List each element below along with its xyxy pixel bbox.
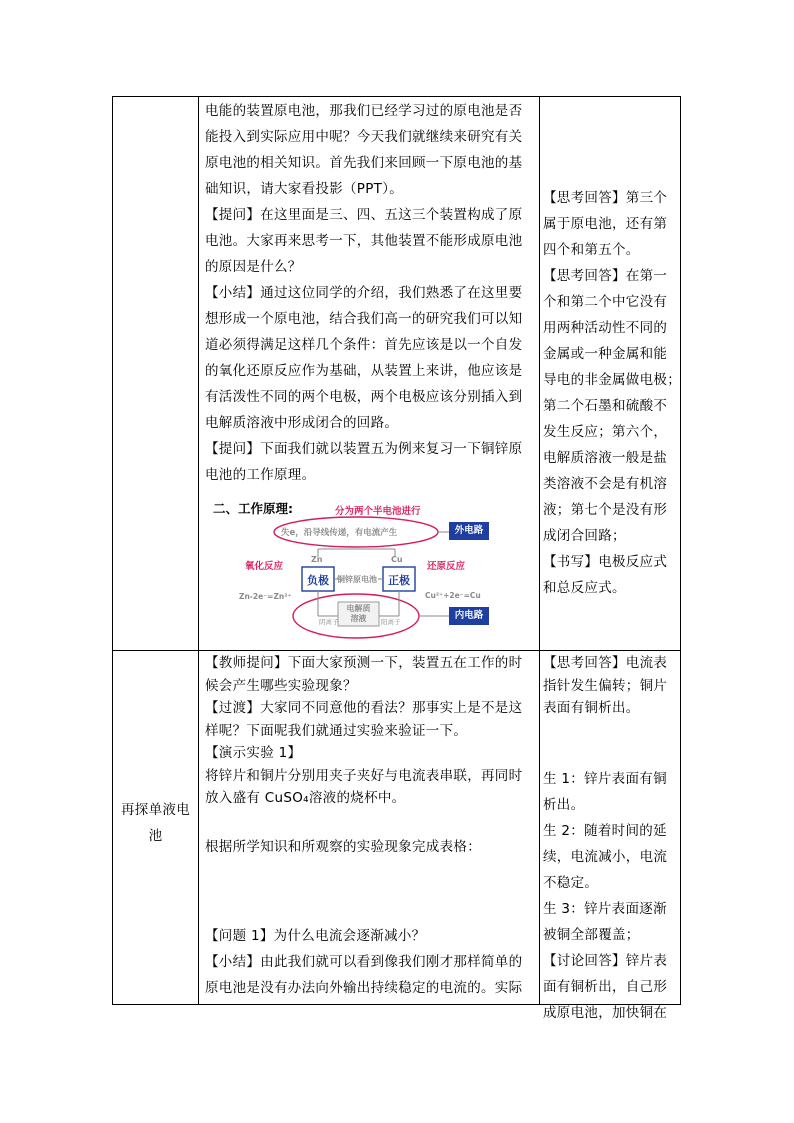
- teacher-text-line: 【教师提问】下面大家预测一下，装置五在工作的时: [205, 655, 523, 671]
- student-text-line: 生 1：锌片表面有铜: [543, 771, 667, 787]
- cu-label: Cu: [391, 555, 403, 564]
- teacher-text-line: 候会产生哪些实验现象？: [205, 677, 357, 694]
- table-instruction: 根据所学知识和所观察的实验现象完成表格：: [205, 839, 481, 855]
- student-text-line: 个和第二个中它没有: [543, 294, 668, 310]
- student-text-line: 析出。: [543, 797, 585, 813]
- row2-stage-label-line: 再探单液电: [121, 802, 190, 818]
- teacher-text-line: 础知识，请大家看投影（PPT）。: [205, 181, 404, 197]
- student-text-line: 成闭合回路；: [543, 528, 626, 544]
- row2-teacher-activity-a: [205, 652, 535, 810]
- oxidation-label: 氧化反应: [245, 561, 284, 572]
- zn-label: Zn: [311, 555, 323, 564]
- working-principle-diagram: [205, 495, 535, 645]
- top-label: 分为两个半电池进行: [335, 506, 421, 517]
- teacher-text-line: 【小结】由此我们就可以看到像我们刚才那样简单的: [205, 954, 523, 970]
- student-text-line: 用两种活动性不同的: [543, 320, 668, 336]
- student-text-line: 被铜全部覆盖；: [543, 927, 640, 943]
- teacher-text-line: 【演示实验 1】: [205, 745, 302, 761]
- teacher-text-line: 放入盛有 CuSO₄溶液的烧杯中。: [205, 790, 406, 806]
- column-divider-2: [539, 97, 540, 1004]
- teacher-text-line: 有活泼性不同的两个电极，两个电极应该分别插入到: [205, 389, 523, 405]
- negative-electrode-label: 负极: [307, 574, 329, 587]
- electrolyte-label-1: 电解质: [346, 604, 371, 613]
- student-text-line: 四个和第五个。: [543, 242, 640, 258]
- teacher-text-line: 【问题 1】为什么电流会逐渐减小？: [205, 928, 426, 944]
- left-ion-label: 阴离子: [319, 618, 339, 626]
- row2-teacher-activity-b: [205, 836, 535, 859]
- teacher-text-line: 电能的装置原电池，那我们已经学习过的原电池是否: [205, 103, 523, 119]
- row2-stage-label-line: 池: [148, 828, 163, 844]
- teacher-text-line: 的氧化还原反应作为基础，从装置上来讲，他应该是: [205, 363, 523, 379]
- student-text-line: 液；第七个是没有形: [543, 502, 668, 518]
- student-text-line: 和总反应式。: [543, 580, 626, 596]
- student-text-line: 【讨论回答】锌片表: [543, 953, 668, 969]
- teacher-text-line: 电池的工作原理。: [205, 467, 316, 483]
- diagram-heading: 二、工作原理:: [213, 501, 293, 516]
- row2-student-activity-a: [543, 652, 679, 720]
- teacher-text-line: 的原因是什么？: [205, 259, 302, 275]
- teacher-text-line: 电解质溶液中形成闭合的回路。: [205, 415, 399, 431]
- teacher-text-line: 【过渡】大家同不同意他的看法？那事实上是不是这: [205, 700, 523, 716]
- row2-stage-cell: [113, 797, 198, 849]
- teacher-text-line: 能投入到实际应用中呢？今天我们就继续来研究有关: [205, 129, 523, 145]
- ellipse-text: 失e，沿导线传递，有电流产生: [281, 528, 398, 538]
- student-text-line: 生 2：随着时间的延: [543, 823, 667, 839]
- student-text-line: 面有铜析出，自己形: [543, 979, 668, 995]
- student-text-line: 生 3：锌片表面逐渐: [543, 901, 667, 917]
- outer-circuit-tag: 外电路: [449, 522, 489, 540]
- teacher-text-line: 【提问】下面我们就以装置五为例来复习一下铜锌原: [205, 441, 523, 457]
- row1-stage-cell: [113, 97, 198, 650]
- student-text-line: 【思考回答】在第一: [543, 268, 668, 284]
- student-text-line: 【思考回答】电流表: [543, 655, 668, 671]
- teacher-text-line: 电池。大家再来思考一下，其他装置不能形成原电池: [205, 233, 523, 249]
- teacher-text-line: 想形成一个原电池，结合我们高一的研究我们可以知: [205, 311, 523, 327]
- teacher-text-line: 【提问】在这里面是三、四、五这三个装置构成了原: [205, 207, 523, 223]
- left-equation: Zn-2e⁻=Zn²⁺: [239, 592, 292, 601]
- teacher-text-line: 【小结】通过这位同学的介绍，我们熟悉了在这里要: [205, 285, 523, 301]
- teacher-text-line: 样呢？下面呢我们就通过实验来验证一下。: [205, 722, 468, 739]
- row-divider: [113, 650, 680, 651]
- row2-teacher-activity-c: [205, 923, 535, 1001]
- student-text-line: 成原电池，加快铜在: [543, 1005, 668, 1021]
- student-text-line: 指针发生偏转；铜片: [543, 677, 668, 694]
- student-text-line: 属于原电池，还有第: [543, 216, 668, 232]
- inner-circuit-tag: 内电路: [449, 607, 489, 625]
- student-text-line: 续，电流减小，电流: [543, 849, 668, 865]
- electrolyte-label-2: 溶液: [350, 614, 367, 623]
- student-text-line: 不稳定。: [543, 875, 599, 891]
- row1-teacher-activity: [205, 98, 535, 488]
- student-text-line: 【书写】电极反应式: [543, 554, 668, 570]
- right-equation: Cu²⁺+2e⁻=Cu: [425, 591, 481, 600]
- column-divider-1: [198, 97, 199, 1004]
- student-text-line: 表面有铜析出。: [543, 700, 640, 716]
- student-text-line: 电解质溶液一般是盐: [543, 450, 668, 466]
- center-label: 铜锌原电池: [337, 575, 377, 584]
- right-ion-label: 阳离子: [381, 618, 401, 626]
- student-text-line: 类溶液不会是有机溶: [543, 476, 668, 492]
- row2-student-activity-b: [543, 766, 679, 1026]
- lesson-table: [112, 96, 681, 1021]
- reduction-label: 还原反应: [427, 561, 466, 572]
- teacher-text-line: 道必须得满足这样几个条件：首先应该是以一个自发: [205, 337, 523, 353]
- positive-electrode-label: 正极: [388, 574, 410, 587]
- student-text-line: 第二个石墨和硫酸不: [543, 398, 668, 414]
- row1-student-activity: [543, 185, 679, 601]
- student-text-line: 发生反应；第六个，: [543, 424, 668, 440]
- teacher-text-line: 将锌片和铜片分别用夹子夹好与电流表串联，再同时: [205, 767, 523, 784]
- student-text-line: 【思考回答】第三个: [543, 190, 668, 206]
- teacher-text-line: 原电池是没有办法向外输出持续稳定的电流的。实际: [205, 980, 523, 996]
- student-text-line: 导电的非金属做电极；: [543, 372, 681, 388]
- student-text-line: 金属或一种金属和能: [543, 346, 668, 362]
- teacher-text-line: 原电池的相关知识。首先我们来回顾一下原电池的基: [205, 155, 523, 171]
